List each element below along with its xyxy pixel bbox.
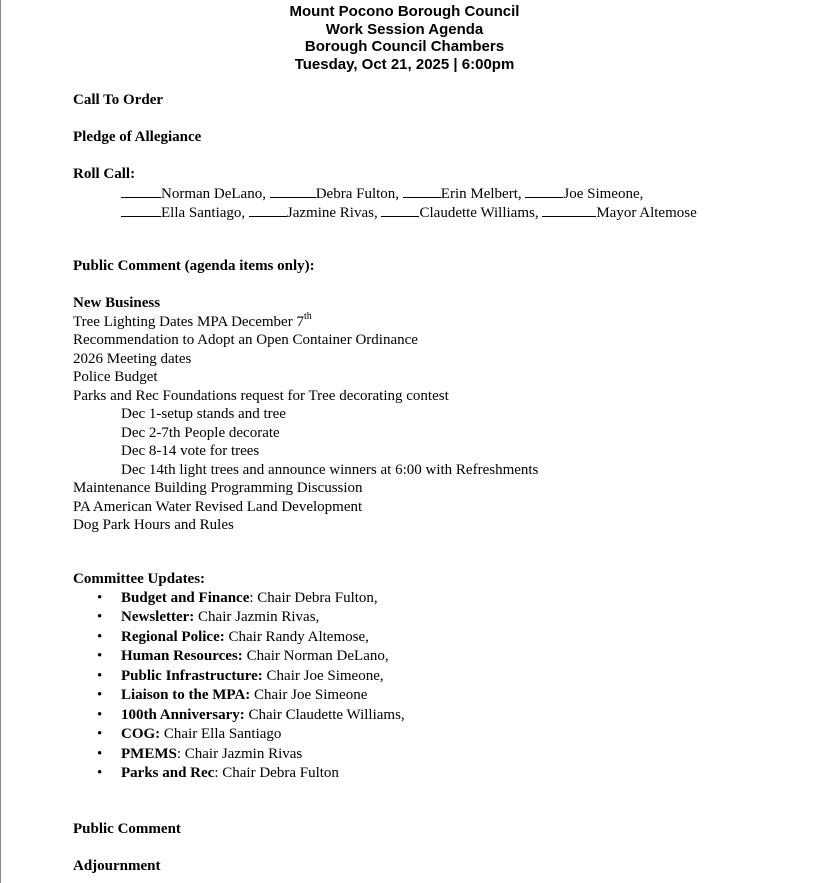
bullet-icon: • [97,765,103,781]
attendance-blank [121,184,161,198]
call-to-order-heading: Call To Order [73,92,164,108]
roll-call-member: Jazmine Rivas, [286,205,378,221]
agenda-item-pa-water: PA American Water Revised Land Development [73,498,363,515]
agenda-item-police-budget: Police Budget [73,369,158,385]
attendance-blank [249,203,287,217]
roll-call-row-1 [121,184,643,203]
public-comment-agenda-heading: Public Comment (agenda items only): [73,258,315,274]
bullet-icon: • [97,628,103,645]
contest-schedule-item: Dec 8-14 vote for trees [121,443,260,459]
location: Borough Council Chambers [304,38,505,55]
attendance-blank [381,203,419,217]
bullet-icon: • [97,609,103,625]
agenda-item-parks-request: Parks and Rec Foundations request for Tree decorating contest [73,387,449,404]
committee-item: • Human Resources: Chair Norman DeLano, [73,647,405,667]
roll-call-member: Joe Simeone, [563,186,644,202]
committee-item: • Public Infrastructure: Chair Joe Simeone, [73,667,405,687]
agenda-item-open-container: Recommendation to Adopt an Open Container Ordinance [73,332,418,348]
bullet-icon: • [97,648,103,664]
agenda-item-meeting-dates: 2026 Meeting dates [73,350,192,367]
bullet-icon: • [97,745,103,762]
meeting-date: Tuesday, Oct 21, 2025 | 6:00pm [294,55,515,73]
session-title: Work Session Agenda [325,20,484,38]
committee-item: • Parks and Rec: Chair Debra Fulton [73,764,405,784]
bullet-icon: • [97,687,103,703]
bullet-icon: • [97,706,103,723]
roll-call-member: Norman DeLano, [161,186,266,202]
committee-updates-heading: Committee Updates: [73,571,206,587]
attendance-blank [403,184,441,198]
roll-call-row-2 [121,203,697,222]
bullet-icon: • [97,726,103,742]
roll-call-member: Claudette Williams, [419,205,539,221]
committee-item: • Regional Police: Chair Randy Altemose, [73,628,405,648]
attendance-blank [121,203,161,217]
roll-call-member: Mayor Altemose [596,205,697,221]
committee-item: • COG: Chair Ella Santiago [73,725,405,745]
committee-updates-section [73,570,405,784]
council-name: Mount Pocono Borough Council [289,3,520,20]
roll-call-member: Debra Fulton, [315,186,400,202]
attendance-blank [542,203,596,217]
agenda-item-dog-park: Dog Park Hours and Rules [73,517,234,533]
committee-list [73,589,405,784]
committee-item: • Newsletter: Chair Jazmin Rivas, [73,608,405,628]
new-business-heading: New Business [73,295,161,311]
public-comment-heading: Public Comment [73,821,181,837]
pledge-heading: Pledge of Allegiance [73,129,202,145]
agenda-item-tree-lighting: Tree Lighting Dates MPA December 7th [73,310,312,330]
committee-item: • 100th Anniversary: Chair Claudette Williams, [73,706,405,726]
contest-schedule-item: Dec 14th light trees and announce winners at 6:00 with Refreshments [121,461,539,478]
contest-schedule-item: Dec 2-7th People decorate [121,424,280,441]
agenda-header [0,3,817,73]
attendance-blank [525,184,563,198]
page-left-edge [0,0,1,883]
committee-item: • Liaison to the MPA: Chair Joe Simeone [73,686,405,706]
bullet-icon: • [97,589,103,606]
new-business-section [73,294,538,535]
committee-item: • Budget and Finance: Chair Debra Fulton, [73,589,405,609]
adjournment-heading: Adjournment [73,858,161,874]
committee-item: • PMEMS: Chair Jazmin Rivas [73,745,405,765]
agenda-item-maintenance: Maintenance Building Programming Discussion [73,480,363,496]
roll-call-member: Ella Santiago, [161,205,246,221]
roll-call-heading: Roll Call: [73,166,136,182]
bullet-icon: • [97,667,103,684]
contest-schedule-item: Dec 1-setup stands and tree [121,406,286,422]
roll-call-member: Erin Melbert, [440,186,522,202]
attendance-blank [270,184,316,198]
